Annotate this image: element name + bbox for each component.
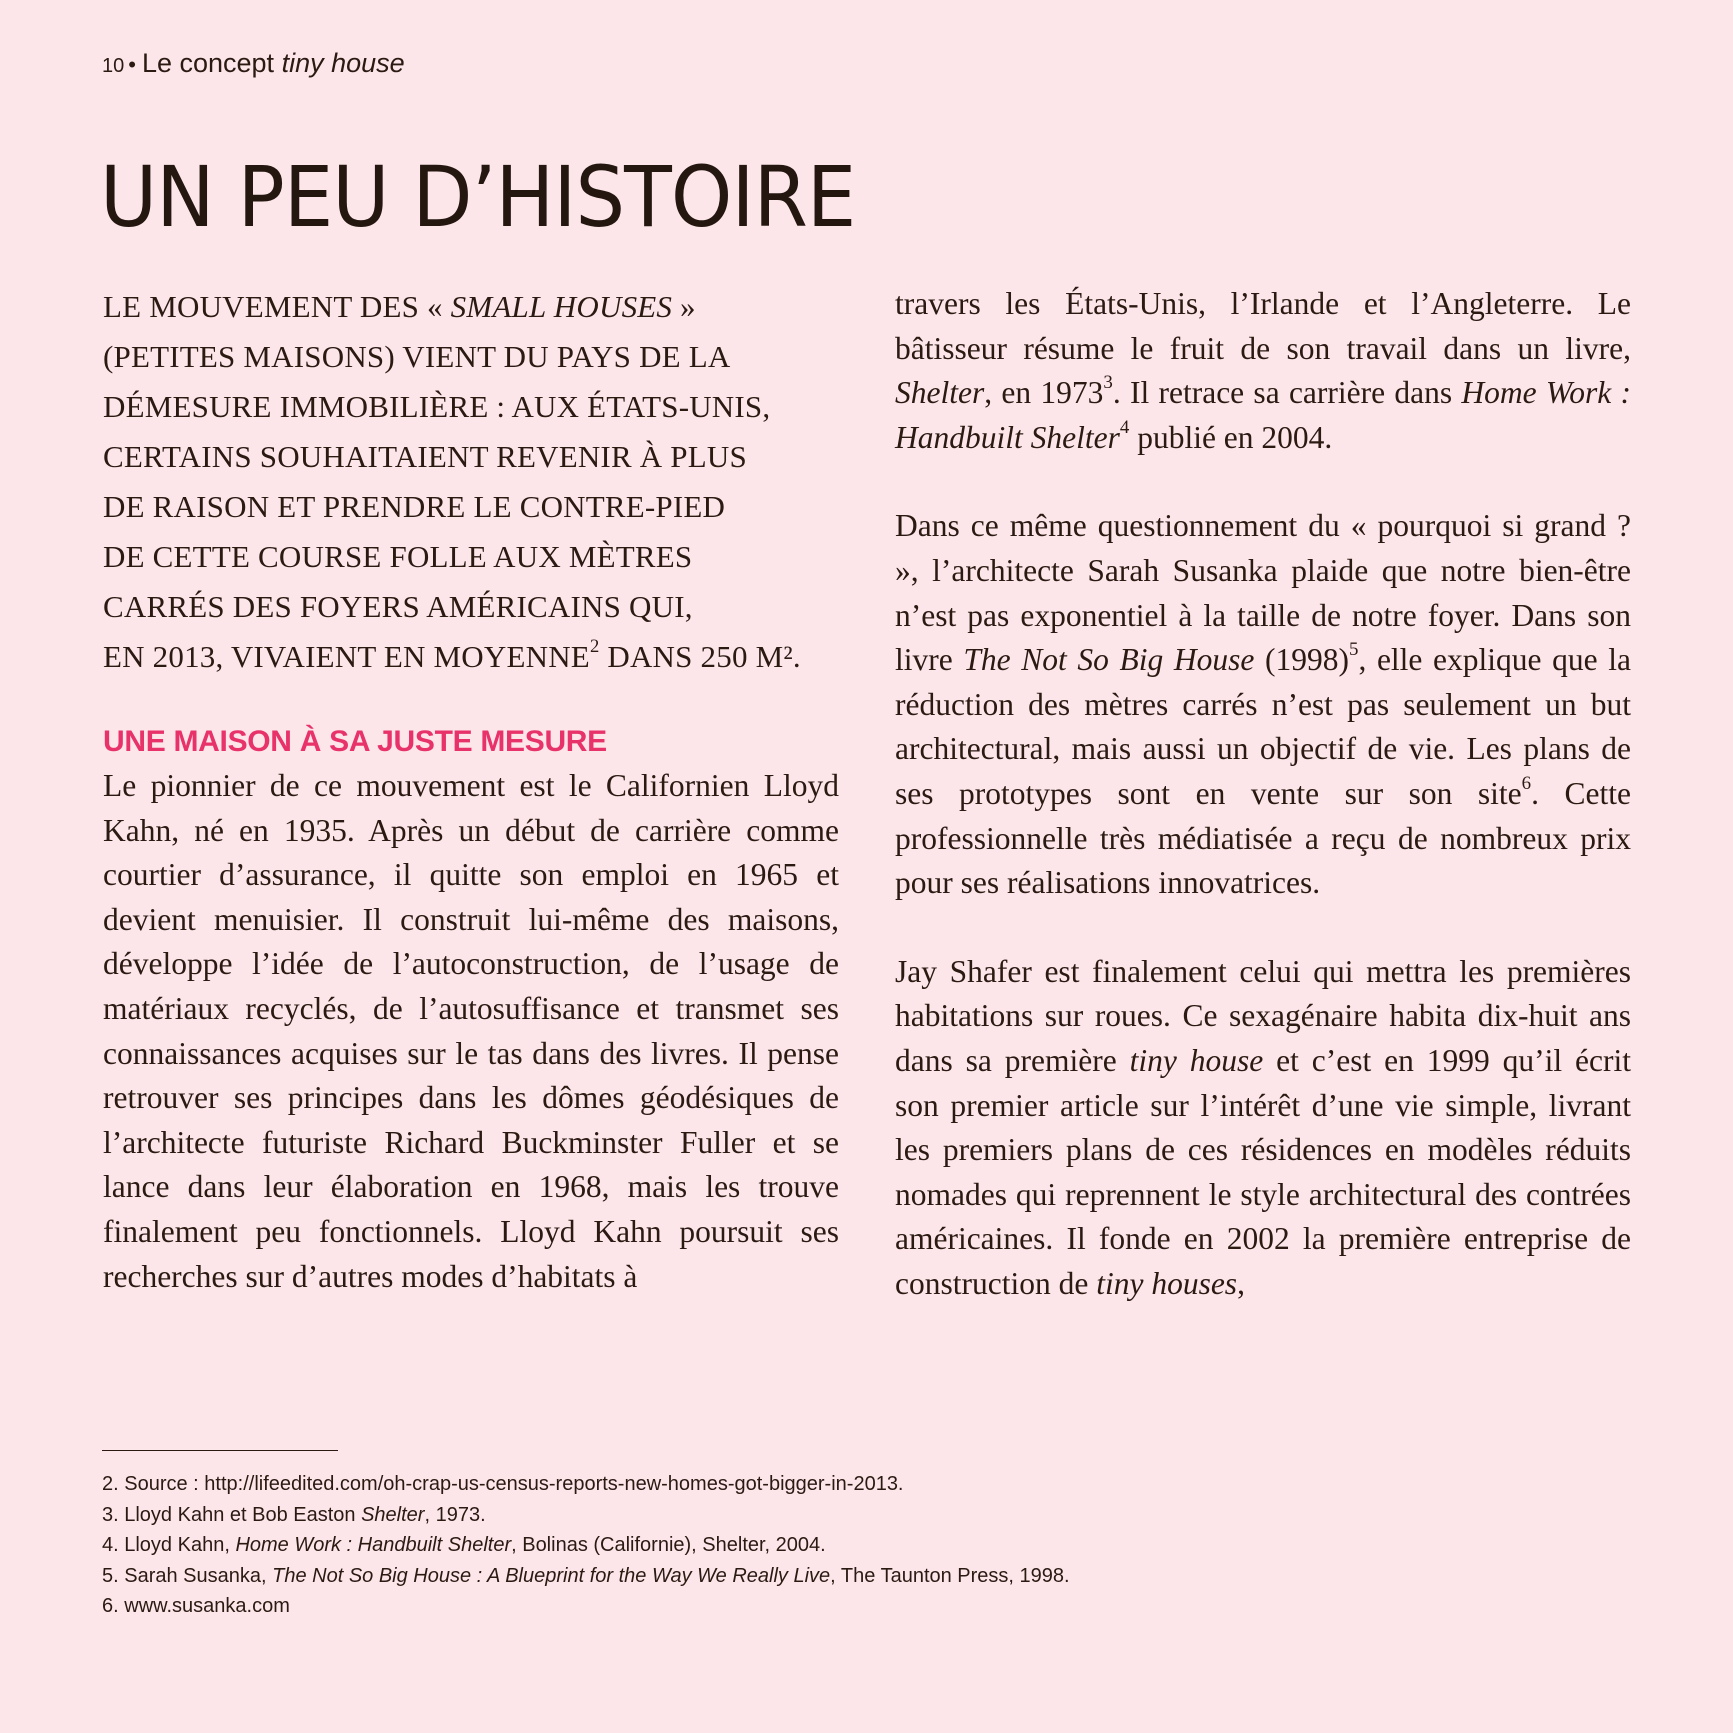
intro-tail: DANS 250 M². [599,639,801,674]
body-text: Jay Shafer est finalement celui qui mettra les premières habitations sur roues. Ce sexagénaire habita dix-huit ans dans sa première [895,953,1631,1078]
running-head-title: Le concept [141,48,282,78]
body-text: publié en 2004. [1129,419,1333,455]
footnote-number: 6. [102,1595,119,1617]
intro-line: DÉMESURE IMMOBILIÈRE : AUX ÉTATS-UNIS, [103,389,771,424]
footnote-number: 5. [102,1564,119,1587]
intro-line: DE CETTE COURSE FOLLE AUX MÈTRES [103,539,693,574]
intro-line: EN 2013, VIVAIENT EN MOYENNE [103,639,590,674]
footnote-text: Sarah Susanka, [118,1564,273,1587]
footnote-text: , 1973. [424,1503,486,1526]
left-column [103,282,839,1299]
body-text: Dans ce même questionnement du « pourquoi si grand ? », l’architecte Sarah Susanka plaide que notre bien-être n’est pas exponentiel à la taille de notre foyer. Dans son livre [895,508,1631,678]
footnote-ref-3[interactable]: 3 [1103,372,1113,394]
footnote-number: 4. [102,1534,119,1556]
footnote-text: Lloyd Kahn, [118,1534,236,1556]
body-text: , [1237,1265,1245,1301]
intro-lead [103,282,839,682]
paragraph-jay-shafer [895,950,1631,1307]
body-text: , elle explique que la réduction des mètres carrés n’est pas seulement un but architectural, mais aussi un objectif de vie. Les plans de ses prototypes sont en vente sur son site [895,642,1631,811]
page-title: UN PEU D’HISTOIRE [100,148,856,246]
footnote-item [102,1469,1602,1500]
right-column [895,282,1631,1306]
body-text: travers les États-Unis, l’Irlande et l’Angleterre. Le bâtisseur résume le fruit de son travail dans un livre, [895,286,1631,366]
term-tiny-houses: tiny houses [1096,1265,1238,1301]
footnote-ref-5[interactable]: 5 [1348,639,1359,661]
footnote-list [102,1469,1602,1622]
footnote-title: Shelter [361,1503,425,1526]
footnote-number: 3. [102,1503,119,1526]
footnote-ref-2[interactable]: 2 [589,636,600,658]
footnote-divider [102,1450,338,1451]
intro-line-1 [103,289,696,324]
footnote-item [102,1500,1602,1531]
bullet-separator: • [128,52,136,77]
running-head-title-italic: tiny house [281,48,405,78]
footnote-title: The Not So Big House : A Blueprint for the Way We Really Live [272,1564,831,1587]
footnote-text: , Bolinas (Californie), Shelter, 2004. [511,1534,826,1556]
intro-text: » [672,289,696,324]
running-head [102,48,405,79]
intro-line: DE RAISON ET PRENDRE LE CONTRE-PIED [103,489,726,524]
intro-line: CARRÉS DES FOYERS AMÉRICAINS QUI, [103,589,693,624]
paragraph-sarah-susanka [895,504,1631,905]
footnote-text: Source : http://lifeedited.com/oh-crap-us-census-reports-new-homes-got-bigger-in-2013. [118,1473,904,1495]
section-heading: UNE MAISON À SA JUSTE MESURE [103,725,607,758]
book-title-home-work: Home Work : Handbuilt Shelter [895,375,1631,455]
paragraph-lloyd-kahn: Le pionnier de ce mouvement est le Californien Lloyd Kahn, né en 1935. Après un début de carrière comme courtier d’assurance, il quitte son emploi en 1965 et devient menuisier. Il construit lui-même des maisons, développe l’idée de l’autoconstruction, de l’usage de matériaux recyclés, de l’autosuffisance et transmet ses connaissances acquises sur le tas dans des livres. Il pense retrouver ses principes dans les dômes géodésiques de l’architecte futuriste Richard Buckminster Fuller et se lance dans leur élaboration en 1968, mais les trouve finalement peu fonctionnels. Lloyd Kahn poursuit ses recherches sur d’autres modes d’habitats à [103,768,839,1294]
footnote-item [102,1591,1602,1622]
intro-italic-small-houses: SMALL HOUSES [450,289,673,324]
book-title-not-so-big-house: The Not So Big House [963,642,1255,678]
footnote-number: 2. [102,1473,119,1495]
page-number: 10 [102,55,125,77]
footnote-ref-6[interactable]: 6 [1521,772,1532,794]
body-text: . Il retrace sa carrière dans [1112,375,1462,411]
intro-line: CERTAINS SOUHAITAIENT REVENIR À PLUS [103,439,747,474]
footnote-item [102,1530,1602,1561]
term-tiny-house: tiny house [1129,1042,1264,1078]
footnote-text: Lloyd Kahn et Bob Easton [118,1503,362,1526]
body-text: . Cette professionnelle très médiatisée a reçu de nombreux prix pour ses réalisations innovatrices. [895,775,1631,901]
footnote-item [102,1561,1602,1592]
footnote-title: Home Work : Handbuilt Shelter [235,1534,512,1556]
footnote-text: www.susanka.com [118,1595,290,1617]
intro-text: LE MOUVEMENT DES « [103,289,451,324]
intro-line: (PETITES MAISONS) VIENT DU PAYS DE LA [103,339,731,374]
footnote-ref-4[interactable]: 4 [1119,416,1130,438]
body-text: (1998) [1254,642,1349,678]
book-title-shelter: Shelter [895,375,985,411]
footnotes [102,1450,1602,1622]
paragraph-lloyd-kahn-continued [895,282,1631,460]
footnote-text: , The Taunton Press, 1998. [830,1564,1070,1587]
body-text: , en 1973 [984,375,1104,411]
body-text: et c’est en 1999 qu’il écrit son premier article sur l’intérêt d’une vie simple, livrant les premiers plans de ces résidences en modèles réduits nomades qui reprennent le style architectural des contrées américaines. Il fonde en 2002 la première entreprise de construction de [895,1042,1631,1301]
